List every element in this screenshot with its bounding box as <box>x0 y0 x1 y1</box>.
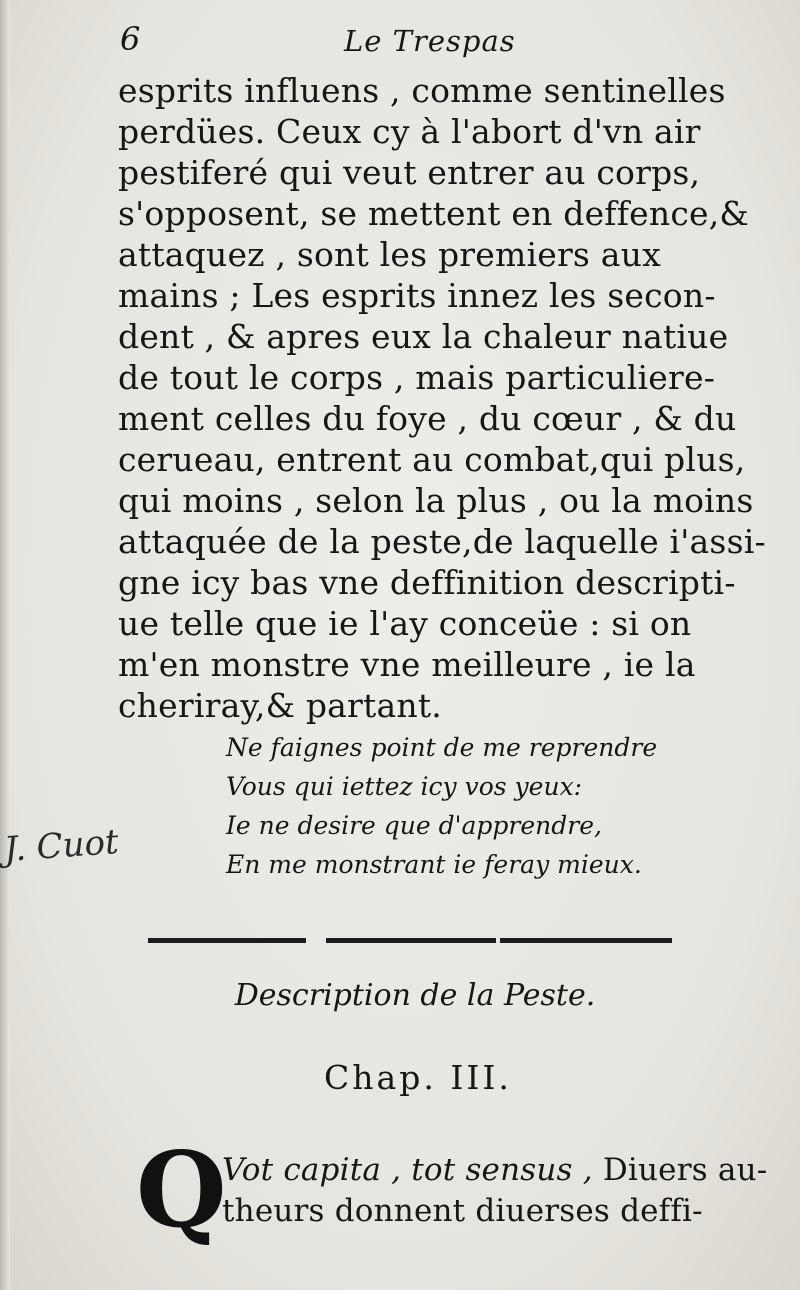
text-line: m'en monstre vne meilleure , ie la <box>118 645 696 684</box>
text-line: qui moins , selon la plus , ou la moins <box>118 481 754 520</box>
handwritten-signature: J. Cuot <box>2 822 120 870</box>
latin-phrase: Vot capita , tot sensus , <box>222 1152 593 1188</box>
page-header <box>118 20 718 64</box>
page-number: 6 <box>120 20 141 58</box>
text-line: de tout le corps , mais particuliere- <box>118 358 716 397</box>
running-title: Le Trespas <box>344 24 516 58</box>
text-line: pestiferé qui veut entrer au corps, <box>118 153 701 192</box>
chapter-opening <box>222 1150 768 1232</box>
text-line: perdües. Ceux cy à l'abort d'vn air <box>118 112 701 151</box>
text-line: s'opposent, se mettent en deffence,& <box>118 194 749 233</box>
divider-rule <box>326 938 496 943</box>
text-line: gne icy bas vne deffinition descripti- <box>118 563 736 602</box>
text-line: attaquez , sont les premiers aux <box>118 235 661 274</box>
text-line: mains ; Les esprits innez les secon- <box>118 276 716 315</box>
verse-stanza <box>226 728 696 884</box>
drop-capital: Q <box>136 1128 227 1251</box>
text-line: esprits influens , comme sentinelles <box>118 71 726 110</box>
section-title: Description de la Peste. <box>234 978 596 1013</box>
verse-line: En me monstrant ie feray mieux. <box>226 850 642 879</box>
opening-line-1 <box>222 1150 768 1191</box>
text-line: cheriray,& partant. <box>118 686 442 725</box>
text-line: ment celles du foye , du cœur , & du <box>118 399 737 438</box>
text-line: ue telle que ie l'ay conceüe : si on <box>118 604 692 643</box>
verse-line: Vous qui iettez icy vos yeux: <box>226 772 583 801</box>
text-line: attaquée de la peste,de laquelle i'assi- <box>118 522 766 561</box>
divider-rule <box>148 938 306 943</box>
verse-line: Ne faignes point de me reprendre <box>226 733 658 762</box>
verse-line: Ie ne desire que d'apprendre, <box>226 811 602 840</box>
opening-line-2: theurs donnent diuerses deffi- <box>222 1193 703 1229</box>
body-paragraph <box>118 70 766 726</box>
divider-rule <box>500 938 672 943</box>
chapter-heading: Chap. III. <box>324 1058 512 1097</box>
text-line: cerueau, entrent au combat,qui plus, <box>118 440 746 479</box>
opening-text: Diuers au- <box>592 1152 768 1188</box>
text-line: dent , & apres eux la chaleur natiue <box>118 317 729 356</box>
